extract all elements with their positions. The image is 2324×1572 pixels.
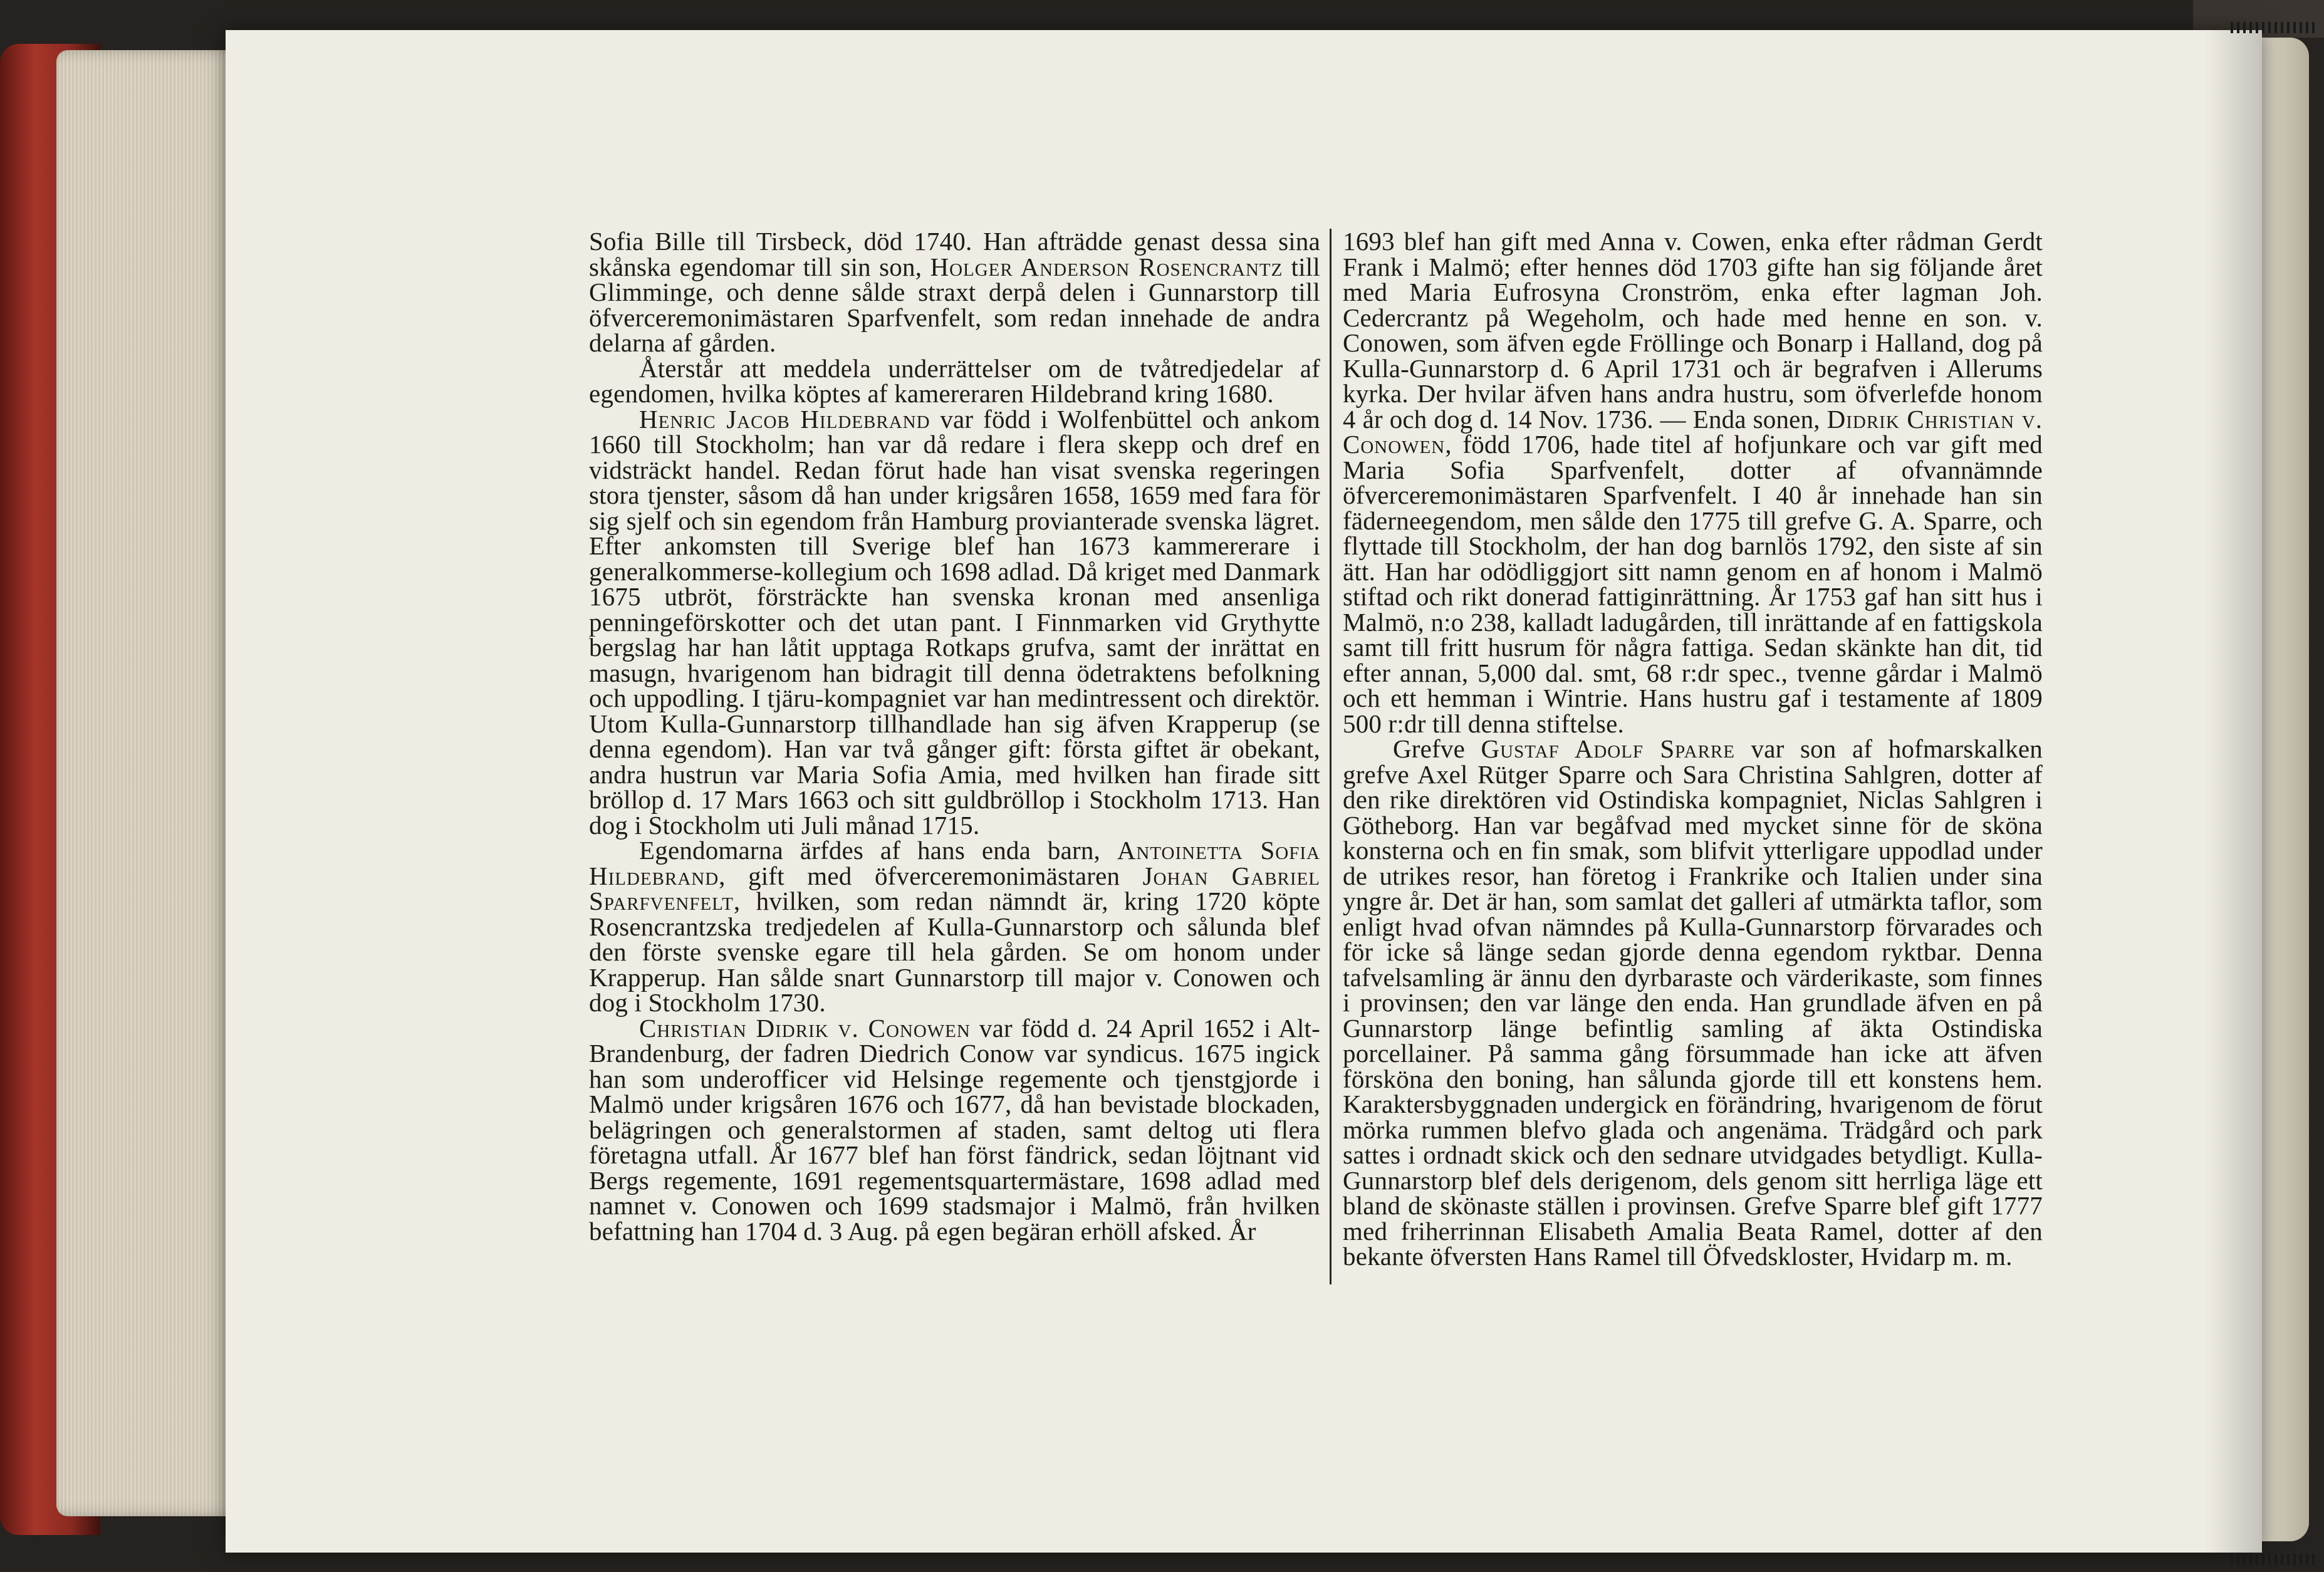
paragraph — [589, 353, 1320, 408]
gutter-shadow — [2206, 30, 2262, 1553]
page-stack — [56, 50, 238, 1516]
scan-ruler-bottom — [2231, 1554, 2318, 1565]
text-run: , född 1706, hade titel af hofjunkare och var gift med Maria Sofia Sparfvenfelt, dotter af ofvannämnde öfverceremonimästaren Sparfvenfelt. I 40 år innehade han sin fäderneegendom, men sålde den 1775 till grefve G. A. Sparre, och flyttade till Stockholm, der han dog barnlös 1792, den siste af sin ätt. Han har odödliggjort sitt namn genom en af honom i Malmö stiftad och rikt donerad fattiginrättning. År 1753 gaf han sitt hus i Malmö, n:o 238, kalladt ladugården, till inrättande af en fattigskola samt till fritt husrum för några fattiga. Sedan skänkte han dit, tid efter annan, 5,000 dal. smt, 68 r:dr spec., tvenne gårdar i Malmö och ett hemman i Wintrie. Hans hustru gaf i testamente af 1809 500 r:dr till denna stiftelse. — [1343, 430, 2043, 738]
scan-ruler-top — [2231, 22, 2318, 33]
paragraph — [589, 1013, 1320, 1246]
right-column — [1343, 229, 2043, 1269]
text-run: Grefve — [1393, 734, 1481, 763]
text-run: Egendomarna ärfdes af hans enda barn, — [639, 836, 1117, 865]
person-name: Johan Gabriel Sparfvenfelt — [589, 861, 1320, 915]
text-run: , gift med öfverceremonimästaren — [719, 861, 1143, 890]
text-run: var född d. 24 April 1652 i Alt-Brandenburg, der fadren Diedrich Conow var syndicus. 1675 ingick han som underofficer vid Helsinge regemente och tjenstgjorde i Malmö under krigsåren 1676 och 1677, då han bevistade blockaden, belägringen och generalstormen af staden, samt deltog uti flera företagna utfall. År 1677 blef han först fändrick, sedan löjtnant vid Bergs regemente, 1691 regementsquartermästare, 1698 adlad med namnet v. Conowen och 1699 stadsmajor i Malmö, från hvilken befattning han 1704 d. 3 Aug. på egen begäran erhöll afsked. År — [589, 1013, 1320, 1246]
person-name: Henric Jacob Hildebrand — [639, 404, 930, 434]
person-name: Didrik Christian v. Conowen — [1343, 404, 2043, 459]
text-run: , hvilken, som redan nämndt är, kring 1720 köpte Rosencrantzska tredjedelen af Kulla-Gunnarstorp och sålunda blef den förste svenske egare till hela gården. Se om honom under Krapperup. Han sålde snart Gunnarstorp till major v. Conowen och dog i Stockholm 1730. — [589, 887, 1320, 1017]
paragraph — [1343, 229, 2043, 736]
paragraph — [589, 404, 1320, 840]
left-column — [589, 229, 1320, 1244]
person-name: Christian Didrik v. Conowen — [639, 1013, 971, 1043]
text-run: Återstår att meddela underrättelser om de tvåtredjedelar af egendomen, hvilka köptes af kamereraren Hildebrand kring 1680. — [589, 353, 1320, 408]
text-run: var son af hofmarskalken grefve Axel Rütger Sparre och Sara Christina Sahlgren, dotter af den rike direktören vid Ostindiska kompagniet, Niclas Sahlgren i Götheborg. Han var begåfvad med mycket sinne för de sköna konsterna och en fin smak, som blifvit ytterligare uppodlad under de utrikes resor, han företog i Frankrike och Italien under sina yngre år. Det är han, som samlat det galleri af utmärkta taflor, som enligt hvad ofvan nämndes på Kulla-Gunnarstorp förvarades och för icke så länge sedan gjorde denna egendom ryktbar. Denna tafvelsamling är ännu den dyrbaraste och värderikaste, som finnes i provinsen; den var länge den enda. Han grundlade äfven en på Gunnarstorp länge befintlig samling af äkta Ostindiska porcellainer. På samma gång försummade han icke att äfven försköna den boning, han sålunda gjorde till ett konstens hem. Karaktersbyggnaden undergick en förändring, hvarigenom de förut mörka rummen blefvo glada och angenäma. Trädgård och park sattes i ordnadt skick och den sednare utvidgades betydligt. Kulla-Gunnarstorp blef dels derigenom, dels genom sitt herrliga läge ett bland de skönaste ställen i provinsen. Grefve Sparre blef gift 1777 med friherrinnan Elisabeth Amalia Beata Ramel, dotter af den bekante öfversten Hans Ramel till Öfvedskloster, Hvidarp m. m. — [1343, 734, 2043, 1271]
person-name: Holger Anderson Rosencrantz — [930, 252, 1283, 281]
paragraph — [589, 838, 1320, 1016]
person-name: Antoinetta Sofia Hildebrand — [589, 836, 1320, 890]
paragraph — [1343, 736, 2043, 1269]
text-run: till Glimminge, och denne sålde straxt derpå delen i Gunnarstorp till öfverceremonimästaren Sparfvenfelt, som redan innehade de andra delarna af gården. — [589, 252, 1320, 357]
paragraph — [589, 229, 1320, 356]
person-name: Gustaf Adolf Sparre — [1481, 734, 1735, 763]
column-divider — [1330, 229, 1331, 1284]
text-run: 1693 blef han gift med Anna v. Cowen, enka efter rådman Gerdt Frank i Malmö; efter hennes död 1703 gifte han sig följande året med Maria Eufrosyna Cronström, enka efter lagman Joh. Cedercrantz på Wegeholm, och hade med henne en son. v. Conowen, som äfven egde Fröllinge och Bonarp i Halland, dog på Kulla-Gunnarstorp d. 6 April 1731 och är begrafven i Allerums kyrka. Der hvilar äfven hans andra hustru, som öfverlefde honom 4 år och dog d. 14 Nov. 1736. — Enda sonen, — [1343, 227, 2043, 434]
text-run: Sofia Bille till Tirsbeck, död 1740. Han afträdde genast dessa sina skånska egendomar till sin son, — [589, 227, 1320, 281]
text-run: var född i Wolfenbüttel och ankom 1660 till Stockholm; han var då redare i flera skepp och dref en vidsträckt handel. Redan förut hade han visat svenska regeringen stora tjenster, såsom då han under krigsåren 1658, 1659 med fara för sig sjelf och sin egendom från Hamburg provianterade svenska lägret. Efter ankomsten till Sverige blef han 1673 kammererare i generalkommerse-kollegium och 1698 adlad. Då kriget med Danmark 1675 utbröt, försträckte han svenska kronan med ansenliga penningeförskotter och det utan pant. I Finnmarken vid Grythytte bergslag har han låtit upptaga Rotkaps grufva, samt der inrättat en masugn, hvarigenom han bidragit till denna ödetraktens befolkning och uppodling. I tjäru-kompagniet var han medintressent och direktör. Utom Kulla-Gunnarstorp tillhandlade han sig äfven Krapperup (se denna egendom). Han var två gånger gift: första giftet är obekant, andra hustrun var Maria Sofia Amia, med hvilken han firade sitt bröllop d. 17 Mars 1663 och sitt guldbröllop i Stockholm 1713. Han dog i Stockholm uti Juli månad 1715. — [589, 404, 1320, 840]
